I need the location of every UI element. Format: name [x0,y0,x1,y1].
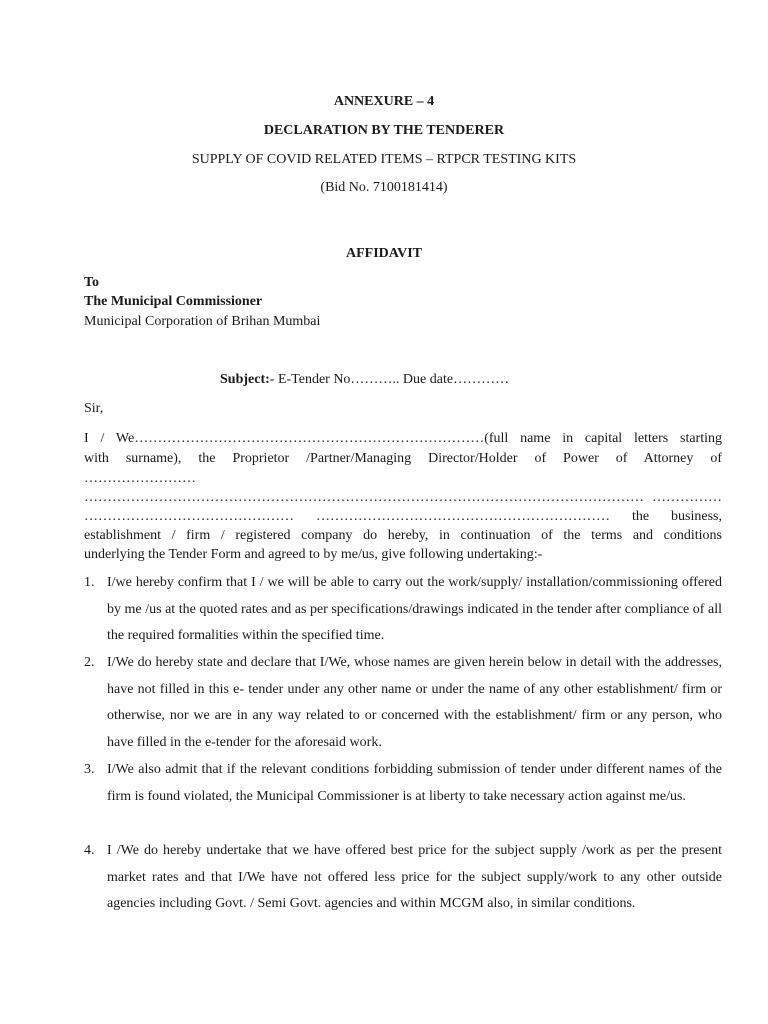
intro-line-6: establishment / firm / registered company do hereby, in continuation of the terms and conditions [84,528,722,543]
salutation: Sir, [84,401,104,416]
intro-line-7: underlying the Tender Form and agreed to by me/us, give following undertaking:- [84,547,543,562]
list-item-number: 4. [84,843,95,858]
intro-line-4: ………………………………………………………………………………………………………… …………… [84,490,722,505]
bid-number: (Bid No. 7100181414) [320,180,448,195]
list-item-number: 1. [84,575,95,590]
annexure-title: ANNEXURE – 4 [333,94,435,109]
subject-label: Subject: [220,372,270,387]
subject-line [220,372,509,388]
intro-line-5: ……………………………………… ……………………………………………………… the business, [84,509,722,524]
supply-title: SUPPLY OF COVID RELATED ITEMS – RTPCR TESTING KITS [191,152,577,167]
intro-line-3: …………………… [84,471,196,486]
declaration-title: DECLARATION BY THE TENDERER [263,123,505,138]
list-item-text: I/we hereby confirm that I / we will be able to carry out the work/supply/ installation/commissioning offered by me /us at the quoted rates and as per specifications/drawings indicated in the tender after compliance of all the required formalities within the specified time. [107,575,722,643]
list-item-text: I/We do hereby state and declare that I/We, whose names are given herein below in detail with the addresses, have not filled in this e- tender under any other name or under the name of any other establishment/ firm or otherwise, nor we are in any way related to or concerned with the establishment/ firm or any person, who have filled in the e-tender for the aforesaid work. [107,655,722,750]
address-recipient: The Municipal Commissioner [84,294,263,309]
list-item-number: 2. [84,655,95,670]
affidavit-title: AFFIDAVIT [346,246,422,261]
list-item-text: I /We do hereby undertake that we have offered best price for the subject supply /work as per the present market rates and that I/We have not offered less price for the subject supply/work to any other outside agencies including Govt. / Semi Govt. agencies and within MCGM also, in similar conditions. [107,843,722,911]
address-organisation: Municipal Corporation of Brihan Mumbai [84,314,321,329]
intro-line-2: with surname), the Proprietor /Partner/Managing Director/Holder of Power of Attorney of [84,451,722,466]
list-item-text: I/We also admit that if the relevant conditions forbidding submission of tender under different names of the firm is found violated, the Municipal Commissioner is at liberty to take necessary action against me/us. [107,762,722,804]
subject-text: - E-Tender No……….. Due date………… [269,372,510,387]
address-to: To [84,275,100,290]
intro-line-1: I / We…………………………………………………………………(full name in capital letters starting [84,431,722,446]
list-item-number: 3. [84,762,95,777]
